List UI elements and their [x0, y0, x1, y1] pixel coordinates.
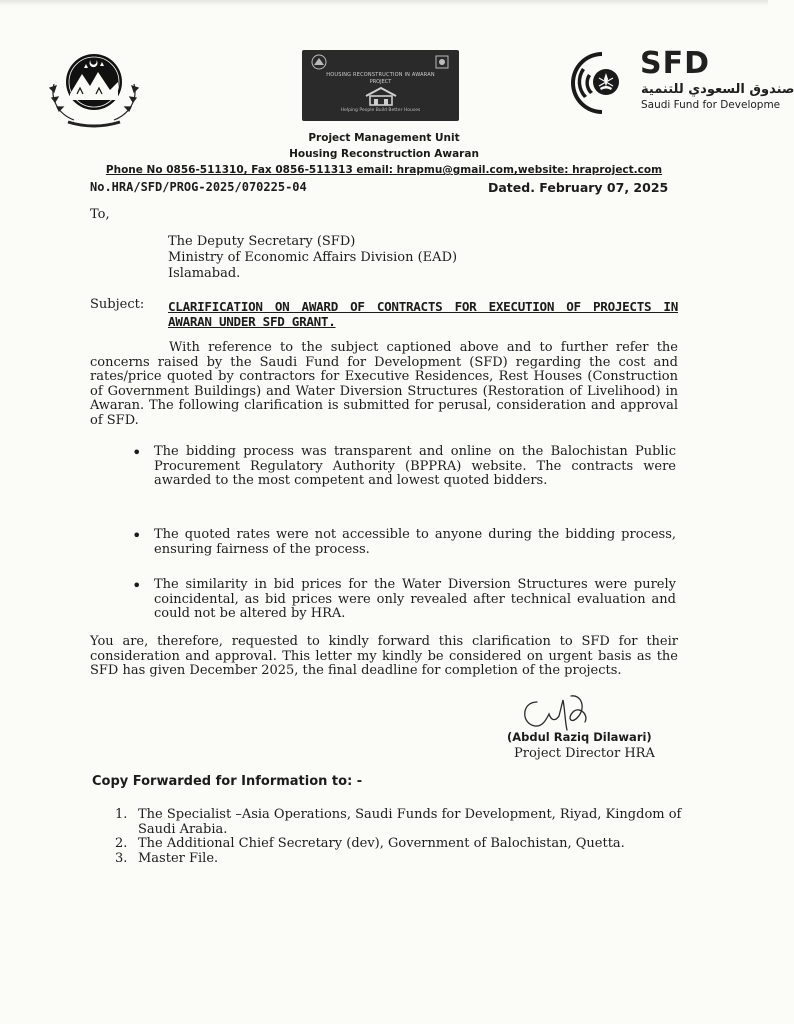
- hra-left-emblem-icon: [310, 54, 328, 70]
- hra-logo-subtitle: PROJECT: [369, 79, 392, 85]
- hra-logo-title: HOUSING RECONSTRUCTION IN AWARAN: [326, 72, 435, 78]
- hra-project-logo: [302, 50, 459, 121]
- unit-subtitle: Housing Reconstruction Awaran: [289, 148, 479, 160]
- subject-text: CLARIFICATION ON AWARD OF CONTRACTS FOR EXECUTION OF PROJECTS IN AWARAN UNDER SFD GRANT.: [168, 299, 678, 329]
- list-item-number: 3.: [115, 850, 128, 866]
- sfd-emblem-logo: [570, 48, 634, 118]
- salutation: To,: [90, 207, 110, 222]
- recipient-line: The Deputy Secretary (SFD): [168, 234, 356, 249]
- list-item-text: The Additional Chief Secretary (dev), Government of Balochistan, Quetta.: [138, 836, 625, 851]
- list-item: [115, 852, 685, 867]
- contact-line: Phone No 0856-511310, Fax 0856-511313 email: hrapmu@gmail.com,website: hraproject.com: [105, 164, 663, 176]
- recipient-line: Islamabad.: [168, 266, 241, 281]
- hra-logo-tagline: Helping People Build Better Houses: [340, 108, 421, 113]
- list-item-text: Master File.: [138, 850, 219, 866]
- hra-right-emblem-icon: [433, 54, 451, 70]
- intro-paragraph: With reference to the subject captioned above and to further refer the concerns raised by the Saudi Fund for Development (SFD) regarding the cost and rates/price quoted by contractors for Executive Residences, Rest Houses (Construction of Government Buildings) and Water Diversion Structures (Restoration of Livelihood) in Awaran. The following clarification is submitted for perusal, consideration and approval of SFD.: [90, 340, 678, 428]
- list-item-number: 1.: [115, 807, 128, 822]
- sfd-english-name: Saudi Fund for Developme: [641, 99, 781, 111]
- bullet-dot: •: [132, 576, 142, 595]
- recipient-address: [168, 234, 457, 282]
- list-item-number: 2.: [115, 836, 128, 851]
- closing-paragraph: You are, therefore, requested to kindly forward this clarification to SFD for their consideration and approval. This letter my kindly be considered on urgent basis as the SFD has given December 2025, the final deadline for completion of the projects.: [90, 634, 678, 679]
- bullet-dot: •: [132, 526, 142, 545]
- signer-title: Project Director HRA: [514, 746, 655, 761]
- reference-number: No.HRA/SFD/PROG-2025/070225-04: [90, 180, 307, 194]
- recipient-line: Ministry of Economic Affairs Division (EAD): [168, 250, 458, 265]
- bullet-dot: •: [132, 443, 142, 462]
- handwritten-signature: [515, 688, 605, 734]
- house-icon: [364, 86, 398, 106]
- copy-forwarded-list: [115, 808, 685, 866]
- balochistan-emblem-logo: [44, 44, 144, 126]
- bullet-point: The quoted rates were not accessible to anyone during the bidding process, ensuring fairness of the process.: [154, 527, 676, 557]
- subject-label: Subject:: [90, 297, 145, 312]
- letter-date: Dated. February 07, 2025: [488, 180, 669, 195]
- sfd-arabic-name: صندوق السعودي للتنمية: [641, 82, 794, 97]
- list-item: [115, 808, 685, 837]
- page-edge-shadow: [0, 0, 768, 6]
- unit-title: Project Management Unit: [308, 132, 460, 144]
- signer-name: (Abdul Raziq Dilawari): [507, 730, 652, 744]
- bullet-point: The bidding process was transparent and online on the Balochistan Public Procurement Regulatory Authority (BPPRA) website. The contracts were awarded to the most competent and lowest quoted bidders.: [154, 444, 676, 488]
- list-item-text: The Specialist –Asia Operations, Saudi Funds for Development, Riyad, Kingdom of Saudi Arabia.: [138, 807, 682, 837]
- copy-forwarded-heading: Copy Forwarded for Information to: -: [92, 774, 363, 789]
- list-item: [115, 837, 685, 852]
- bullet-point: The similarity in bid prices for the Water Diversion Structures were purely coincidental, as bid prices were only revealed after technical evaluation and could not be altered by HRA.: [154, 577, 676, 621]
- sfd-abbreviation: SFD: [640, 46, 711, 81]
